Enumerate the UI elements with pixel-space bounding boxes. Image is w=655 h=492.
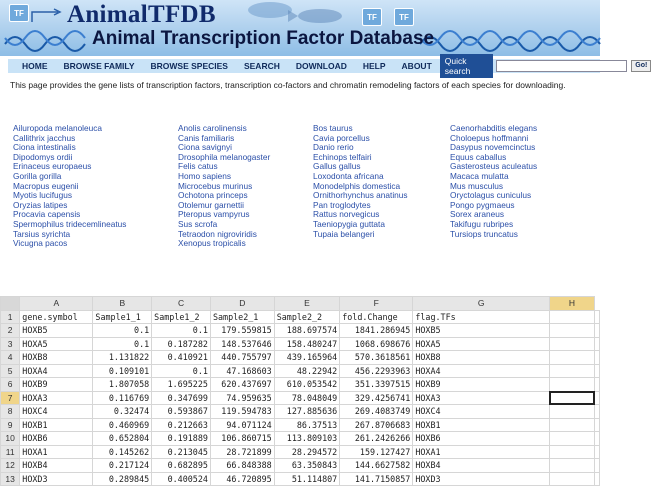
species-link[interactable]: Spermophilus tridecemlineatus [13, 218, 127, 229]
table-cell[interactable]: HOXB4 [20, 459, 93, 473]
table-cell[interactable] [595, 364, 600, 378]
table-cell[interactable]: 0.400524 [152, 472, 211, 486]
species-link[interactable]: Macaca mulatta [450, 170, 509, 181]
table-cell[interactable] [595, 378, 600, 392]
table-row [1, 337, 600, 351]
table-cell[interactable]: 0.212663 [152, 418, 211, 432]
species-link[interactable]: Erinaceus europaeus [13, 161, 92, 172]
table-cell[interactable]: HOXB8 [413, 351, 550, 365]
table-cell[interactable]: Sample1_1 [93, 310, 152, 324]
table-cell[interactable]: 28.294572 [274, 445, 340, 459]
table-cell[interactable]: 0.1 [93, 324, 152, 338]
species-link[interactable]: Dipodomys ordii [13, 151, 73, 162]
spreadsheet-body [1, 310, 600, 486]
species-link[interactable]: Monodelphis domestica [313, 180, 401, 191]
table-row [1, 472, 600, 486]
species-link[interactable]: Ciona intestinalis [13, 142, 76, 153]
table-cell[interactable]: 78.048049 [274, 391, 340, 405]
table-cell[interactable]: 0.217124 [93, 459, 152, 473]
nav-search[interactable]: SEARCH [243, 61, 280, 71]
table-cell[interactable] [595, 472, 600, 486]
species-column [450, 124, 590, 249]
table-cell[interactable]: 267.8706683 [340, 418, 413, 432]
species-link[interactable]: Mus musculus [450, 180, 504, 191]
species-link[interactable]: Xenopus tropicalis [178, 238, 246, 249]
table-cell[interactable]: 1841.286945 [340, 324, 413, 338]
table-cell[interactable]: 188.697574 [274, 324, 340, 338]
table-cell[interactable] [549, 378, 594, 392]
species-link[interactable]: Choloepus hoffmanni [450, 132, 529, 143]
table-cell[interactable]: 28.721899 [210, 445, 274, 459]
table-row [1, 459, 600, 473]
row-number[interactable]: 6 [1, 378, 20, 392]
table-cell[interactable]: 610.053542 [274, 378, 340, 392]
table-cell[interactable] [595, 351, 600, 365]
tf-logo-icon: TF [9, 4, 29, 22]
species-link[interactable]: Rattus norvegicus [313, 209, 380, 220]
table-cell[interactable] [549, 391, 594, 405]
species-link[interactable]: Sus scrofa [178, 218, 218, 229]
column-header-e[interactable]: E [274, 297, 340, 311]
tf-badge-icon: TF [362, 8, 382, 26]
table-row [1, 445, 600, 459]
table-cell[interactable]: 0.187282 [152, 337, 211, 351]
table-cell[interactable]: HOXB1 [20, 418, 93, 432]
table-cell[interactable] [549, 405, 594, 419]
table-cell[interactable]: 0.460969 [93, 418, 152, 432]
table-cell[interactable]: HOXA5 [20, 337, 93, 351]
table-cell[interactable]: 106.860715 [210, 432, 274, 446]
table-cell[interactable]: 0.191889 [152, 432, 211, 446]
quick-search-input[interactable] [496, 60, 627, 72]
table-cell[interactable]: 351.3397515 [340, 378, 413, 392]
row-number[interactable]: 8 [1, 405, 20, 419]
species-link[interactable]: Oryzias latipes [13, 199, 68, 210]
species-link[interactable]: Vicugna pacos [13, 238, 68, 249]
table-cell[interactable] [595, 418, 600, 432]
table-cell[interactable]: 0.289845 [93, 472, 152, 486]
species-list [13, 124, 593, 249]
nav-help[interactable]: HELP [362, 61, 386, 71]
select-all-corner[interactable] [1, 297, 20, 311]
table-cell[interactable]: Sample2_1 [210, 310, 274, 324]
table-cell[interactable]: flag.TFs [413, 310, 550, 324]
table-cell[interactable]: 66.848388 [210, 459, 274, 473]
table-cell[interactable]: 1.131822 [93, 351, 152, 365]
table-cell[interactable]: HOXA5 [413, 337, 550, 351]
table-cell[interactable] [595, 391, 600, 405]
table-cell[interactable]: 0.109101 [93, 364, 152, 378]
nav-download[interactable]: DOWNLOAD [295, 61, 347, 71]
column-header-g[interactable]: G [413, 297, 550, 311]
table-row [1, 324, 600, 338]
table-cell[interactable]: gene.symbol [20, 310, 93, 324]
table-cell[interactable]: 329.4256741 [340, 391, 413, 405]
species-link[interactable]: Tarsius syrichta [13, 228, 71, 239]
table-cell[interactable]: HOXA1 [20, 445, 93, 459]
table-row [1, 418, 600, 432]
species-link[interactable]: Pan troglodytes [313, 199, 371, 210]
table-cell[interactable] [549, 337, 594, 351]
species-link[interactable]: Tetraodon nigroviridis [178, 228, 257, 239]
column-header-d[interactable]: D [210, 297, 274, 311]
table-row [1, 405, 600, 419]
table-cell[interactable]: 0.116769 [93, 391, 152, 405]
table-cell[interactable]: 0.145262 [93, 445, 152, 459]
species-link[interactable]: Pongo pygmaeus [450, 199, 515, 210]
species-link[interactable]: Tursiops truncatus [450, 228, 518, 239]
row-number[interactable]: 1 [1, 310, 20, 324]
species-link[interactable]: Equus caballus [450, 151, 507, 162]
table-cell[interactable]: 148.537646 [210, 337, 274, 351]
table-row [1, 378, 600, 392]
spreadsheet [0, 296, 600, 492]
table-cell[interactable]: 269.4083749 [340, 405, 413, 419]
table-cell[interactable]: 1.695225 [152, 378, 211, 392]
table-cell[interactable]: 440.755797 [210, 351, 274, 365]
quick-search [440, 54, 655, 78]
species-column [178, 124, 313, 249]
table-cell[interactable] [549, 310, 594, 324]
table-cell[interactable]: 0.32474 [93, 405, 152, 419]
site-banner [0, 0, 600, 56]
species-link[interactable]: Ochotona princeps [178, 190, 248, 201]
table-cell[interactable]: 86.37513 [274, 418, 340, 432]
row-number[interactable]: 4 [1, 351, 20, 365]
table-cell[interactable]: 94.071124 [210, 418, 274, 432]
table-cell[interactable]: 51.114807 [274, 472, 340, 486]
table-cell[interactable]: HOXC4 [413, 405, 550, 419]
species-link[interactable]: Oryctolagus cuniculus [450, 190, 532, 201]
table-cell[interactable]: 570.3618561 [340, 351, 413, 365]
table-cell[interactable] [595, 405, 600, 419]
species-link[interactable]: Danio rerio [313, 142, 354, 153]
table-cell[interactable]: 158.480247 [274, 337, 340, 351]
table-cell[interactable] [549, 351, 594, 365]
table-cell[interactable]: 0.682895 [152, 459, 211, 473]
species-link[interactable]: Gasterosteus aculeatus [450, 161, 538, 172]
table-cell[interactable] [595, 459, 600, 473]
site-subtitle: Animal Transcription Factor Database [92, 28, 435, 49]
row-number[interactable]: 5 [1, 364, 20, 378]
table-cell[interactable]: 179.559815 [210, 324, 274, 338]
species-link[interactable]: Myotis lucifugus [13, 190, 73, 201]
nav-browse-species[interactable]: BROWSE SPECIES [150, 61, 228, 71]
species-link[interactable]: Macropus eugenii [13, 180, 79, 191]
row-number[interactable]: 3 [1, 337, 20, 351]
species-link[interactable]: Echinops telfairi [313, 151, 372, 162]
table-cell[interactable]: HOXA3 [20, 391, 93, 405]
species-link[interactable]: Sorex araneus [450, 209, 504, 220]
table-cell[interactable]: HOXA4 [20, 364, 93, 378]
table-cell[interactable] [549, 324, 594, 338]
table-cell[interactable]: 620.437697 [210, 378, 274, 392]
table-cell[interactable]: 141.7150857 [340, 472, 413, 486]
species-link[interactable]: Cavia porcellus [313, 132, 370, 143]
species-link[interactable]: Takifugu rubripes [450, 218, 514, 229]
species-link[interactable]: Loxodonta africana [313, 170, 384, 181]
quick-search-label: Quick search [440, 54, 493, 78]
table-cell[interactable] [549, 432, 594, 446]
species-link[interactable]: Gorilla gorilla [13, 170, 62, 181]
table-cell[interactable]: 47.168603 [210, 364, 274, 378]
table-cell[interactable]: 127.885636 [274, 405, 340, 419]
species-link[interactable]: Ciona savignyi [178, 142, 232, 153]
table-cell[interactable]: 144.6627582 [340, 459, 413, 473]
table-cell[interactable]: 0.1 [152, 324, 211, 338]
table-cell[interactable]: HOXD3 [20, 472, 93, 486]
site-title: AnimalTFDB [67, 1, 216, 28]
column-header-row [1, 297, 600, 311]
species-link[interactable]: Drosophila melanogaster [178, 151, 271, 162]
table-row [1, 351, 600, 365]
table-cell[interactable] [595, 324, 600, 338]
table-cell[interactable] [549, 418, 594, 432]
species-link[interactable]: Caenorhabditis elegans [450, 123, 538, 133]
species-link[interactable]: Microcebus murinus [178, 180, 253, 191]
species-link[interactable]: Otolemur garnettii [178, 199, 244, 210]
main-nav [8, 56, 648, 76]
nav-home[interactable]: HOME [22, 61, 48, 71]
column-header-h[interactable]: H [549, 297, 594, 311]
table-cell[interactable]: 0.1 [93, 337, 152, 351]
table-cell[interactable]: 119.594783 [210, 405, 274, 419]
column-header-f[interactable]: F [340, 297, 413, 311]
table-cell[interactable]: Sample2_2 [274, 310, 340, 324]
table-cell[interactable]: 48.22942 [274, 364, 340, 378]
table-cell[interactable] [595, 337, 600, 351]
table-cell[interactable] [549, 445, 594, 459]
table-cell[interactable]: fold.Change [340, 310, 413, 324]
species-column [13, 124, 178, 249]
spreadsheet-grid [0, 296, 600, 486]
table-cell[interactable]: HOXB5 [413, 324, 550, 338]
column-header-c[interactable]: C [152, 297, 211, 311]
species-link[interactable]: Anolis carolinensis [178, 123, 247, 133]
table-row [1, 432, 600, 446]
go-button[interactable]: Go! [631, 60, 651, 72]
table-cell[interactable]: 261.2426266 [340, 432, 413, 446]
species-link[interactable]: Ornithorhynchus anatinus [313, 190, 408, 201]
table-cell[interactable]: 456.2293963 [340, 364, 413, 378]
species-link[interactable]: Pteropus vampyrus [178, 209, 250, 220]
table-row [1, 310, 600, 324]
species-link[interactable]: Callithrix jacchus [13, 132, 76, 143]
table-cell[interactable] [595, 432, 600, 446]
species-link[interactable]: Gallus gallus [313, 161, 361, 172]
table-cell[interactable] [549, 459, 594, 473]
species-link[interactable]: Bos taurus [313, 123, 353, 133]
table-cell[interactable]: 74.959635 [210, 391, 274, 405]
species-link[interactable]: Homo sapiens [178, 170, 232, 181]
table-cell[interactable]: HOXB8 [20, 351, 93, 365]
species-link[interactable]: Dasypus novemcinctus [450, 142, 536, 153]
table-cell[interactable]: 1068.698676 [340, 337, 413, 351]
table-cell[interactable]: HOXB6 [20, 432, 93, 446]
table-cell[interactable] [549, 472, 594, 486]
species-link[interactable]: Tupaia belangeri [313, 228, 375, 239]
species-link[interactable]: Felis catus [178, 161, 218, 172]
row-number[interactable]: 2 [1, 324, 20, 338]
table-cell[interactable]: HOXB5 [20, 324, 93, 338]
table-row [1, 364, 600, 378]
column-header-b[interactable]: B [93, 297, 152, 311]
table-cell[interactable]: HOXD3 [413, 472, 550, 486]
table-cell[interactable]: 0.213045 [152, 445, 211, 459]
table-cell[interactable]: 46.720895 [210, 472, 274, 486]
table-cell[interactable]: HOXB9 [413, 378, 550, 392]
nav-about[interactable]: ABOUT [401, 61, 432, 71]
species-link[interactable]: Procavia capensis [13, 209, 81, 220]
table-cell[interactable]: Sample1_2 [152, 310, 211, 324]
table-cell[interactable] [549, 364, 594, 378]
row-number[interactable]: 10 [1, 432, 20, 446]
species-link[interactable]: Taeniopygia guttata [313, 218, 385, 229]
table-cell[interactable]: 63.350843 [274, 459, 340, 473]
table-cell[interactable]: 439.165964 [274, 351, 340, 365]
table-cell[interactable]: HOXA3 [413, 391, 550, 405]
row-number[interactable]: 9 [1, 418, 20, 432]
table-cell[interactable]: 1.807058 [93, 378, 152, 392]
row-number[interactable]: 7 [1, 391, 20, 405]
table-cell[interactable]: HOXA4 [413, 364, 550, 378]
tf-badge-icon: TF [394, 8, 414, 26]
table-row [1, 391, 600, 405]
table-cell[interactable]: HOXB4 [413, 459, 550, 473]
species-link[interactable]: Canis familiaris [178, 132, 235, 143]
table-cell[interactable]: 0.410921 [152, 351, 211, 365]
table-cell[interactable]: 0.652804 [93, 432, 152, 446]
row-number[interactable]: 11 [1, 445, 20, 459]
table-cell[interactable]: 0.1 [152, 364, 211, 378]
nav-browse-family[interactable]: BROWSE FAMILY [63, 61, 135, 71]
table-cell[interactable]: 159.127427 [340, 445, 413, 459]
table-cell[interactable]: 113.809103 [274, 432, 340, 446]
table-cell[interactable]: HOXB1 [413, 418, 550, 432]
table-cell[interactable] [595, 445, 600, 459]
column-header-a[interactable]: A [20, 297, 93, 311]
table-cell[interactable]: HOXA1 [413, 445, 550, 459]
species-column [313, 124, 450, 249]
table-cell[interactable]: HOXB9 [20, 378, 93, 392]
table-cell[interactable]: HOXB6 [413, 432, 550, 446]
row-number[interactable]: 12 [1, 459, 20, 473]
species-link[interactable]: Ailuropoda melanoleuca [13, 123, 103, 133]
intro-text: This page provides the gene lists of transcription factors, transcription co-factors and chromatin remodeling factors of each species for downloading. [10, 80, 566, 90]
row-number[interactable]: 13 [1, 472, 20, 486]
table-cell[interactable]: HOXC4 [20, 405, 93, 419]
table-cell[interactable]: 0.593867 [152, 405, 211, 419]
table-cell[interactable] [595, 310, 600, 324]
table-cell[interactable]: 0.347699 [152, 391, 211, 405]
